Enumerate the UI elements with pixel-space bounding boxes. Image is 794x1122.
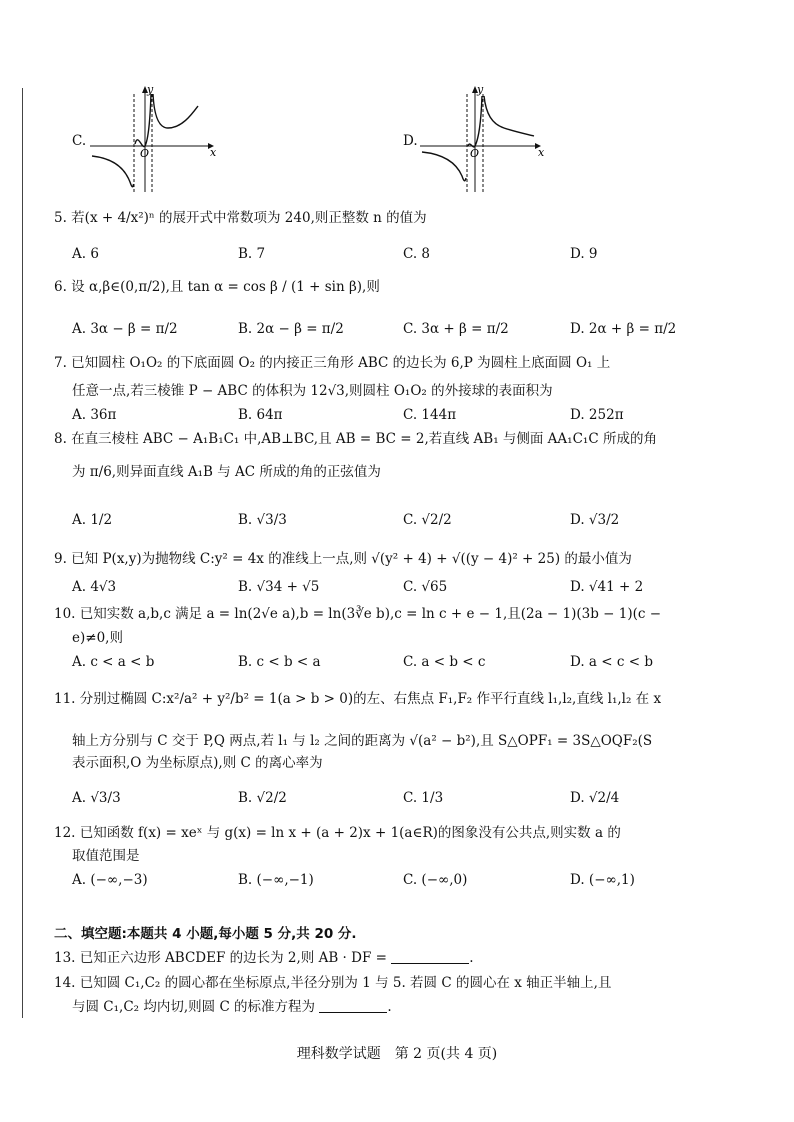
q12-option-b: B. (−∞,−1)	[238, 872, 314, 888]
question-14-stem: 14. 已知圆 C₁,C₂ 的圆心都在坐标原点,半径分别为 1 与 5. 若圆 C 的圆心在 x 轴正半轴上,且	[54, 975, 612, 991]
q10-option-b: B. c < b < a	[238, 654, 321, 670]
q5-option-c: C. 8	[403, 246, 431, 262]
question-14	[72, 996, 392, 1018]
question-12-stem-line2: 取值范围是	[72, 848, 140, 864]
question-10-stem: 10. 已知实数 a,b,c 满足 a = ln(2√e a),b = ln(3∛e b),c = ln c + e − 1,且(2a − 1)(3b − 1)(c −	[54, 606, 662, 622]
graph-c-y-axis-label: y	[147, 84, 154, 96]
graph-d-origin-label: O	[470, 147, 480, 160]
q9-option-d: D. √41 + 2	[570, 579, 644, 595]
q12-option-a: A. (−∞,−3)	[72, 872, 148, 888]
q6-option-a: A. 3α − β = π/2	[72, 321, 178, 337]
question-8-stem-line2: 为 π/6,则异面直线 A₁B 与 AC 所成的角的正弦值为	[72, 464, 381, 480]
q6-option-d: D. 2α + β = π/2	[570, 321, 677, 337]
question-11-stem-line3: 表示面积,O 为坐标原点),则 C 的离心率为	[72, 755, 323, 771]
q12-option-d: D. (−∞,1)	[570, 872, 635, 888]
graph-option-c	[90, 84, 220, 194]
graph-option-d	[420, 84, 550, 194]
q6-option-c: C. 3α + β = π/2	[403, 321, 509, 337]
question-13	[54, 947, 474, 969]
binding-margin-line	[22, 88, 23, 1018]
q5-option-b: B. 7	[238, 246, 266, 262]
q9-option-b: B. √34 + √5	[238, 579, 320, 595]
question-7-stem-line2: 任意一点,若三棱锥 P − ABC 的体积为 12√3,则圆柱 O₁O₂ 的外接球的表面积为	[72, 383, 553, 399]
q10-option-a: A. c < a < b	[72, 654, 155, 670]
q7-option-c: C. 144π	[403, 407, 457, 423]
section-2-heading: 二、填空题:本题共 4 小题,每小题 5 分,共 20 分.	[54, 926, 357, 942]
question-11-stem: 11. 分别过椭圆 C:x²/a² + y²/b² = 1(a > b > 0)的左、右焦点 F₁,F₂ 作平行直线 l₁,l₂,直线 l₁,l₂ 在 x	[54, 691, 662, 707]
q12-option-c: C. (−∞,0)	[403, 872, 468, 888]
question-13-end: .	[469, 950, 474, 966]
q9-option-a: A. 4√3	[72, 579, 117, 595]
q5-option-d: D. 9	[570, 246, 598, 262]
graph-option-d-label: D.	[403, 133, 418, 149]
graph-d-y-axis-label: y	[477, 84, 484, 96]
q7-option-a: A. 36π	[72, 407, 117, 423]
question-13-answer-blank[interactable]	[391, 949, 469, 964]
question-6-stem: 6. 设 α,β∈(0,π/2),且 tan α = cos β / (1 + sin β),则	[54, 279, 380, 295]
q10-option-d: D. a < c < b	[570, 654, 653, 670]
q9-option-c: C. √65	[403, 579, 448, 595]
question-8-stem: 8. 在直三棱柱 ABC − A₁B₁C₁ 中,AB⊥BC,且 AB = BC = 2,若直线 AB₁ 与侧面 AA₁C₁C 所成的角	[54, 431, 657, 447]
q11-option-d: D. √2/4	[570, 790, 620, 806]
graph-c-x-axis-label: x	[210, 146, 217, 159]
q11-option-b: B. √2/2	[238, 790, 287, 806]
q8-option-c: C. √2/2	[403, 512, 452, 528]
q6-option-b: B. 2α − β = π/2	[238, 321, 344, 337]
q8-option-b: B. √3/3	[238, 512, 287, 528]
question-14-answer-blank[interactable]	[319, 998, 387, 1013]
q7-option-d: D. 252π	[570, 407, 624, 423]
q11-option-c: C. 1/3	[403, 790, 444, 806]
q10-option-c: C. a < b < c	[403, 654, 486, 670]
question-9-stem: 9. 已知 P(x,y)为抛物线 C:y² = 4x 的准线上一点,则 √(y² + 4) + √((y − 4)² + 25) 的最小值为	[54, 551, 632, 567]
page-footer: 理科数学试题 第 2 页(共 4 页)	[296, 1046, 498, 1062]
question-11-stem-line2: 轴上方分别与 C 交于 P,Q 两点,若 l₁ 与 l₂ 之间的距离为 √(a² − b²),且 S△OPF₁ = 3S△OQF₂(S	[72, 733, 653, 749]
q11-option-a: A. √3/3	[72, 790, 121, 806]
question-5-stem: 5. 若(x + 4/x²)ⁿ 的展开式中常数项为 240,则正整数 n 的值为	[54, 210, 427, 226]
graph-c-origin-label: O	[140, 147, 150, 160]
question-12-stem: 12. 已知函数 f(x) = xeˣ 与 g(x) = ln x + (a + 2)x + 1(a∈R)的图象没有公共点,则实数 a 的	[54, 825, 621, 841]
question-14-stem-line2: 与圆 C₁,C₂ 均内切,则圆 C 的标准方程为	[72, 999, 316, 1015]
question-10-stem-line2: e)≠0,则	[72, 630, 123, 646]
graph-d-x-axis-label: x	[538, 146, 545, 159]
question-14-end: .	[387, 999, 392, 1015]
q8-option-a: A. 1/2	[72, 512, 113, 528]
q8-option-d: D. √3/2	[570, 512, 620, 528]
q5-option-a: A. 6	[72, 246, 99, 262]
q7-option-b: B. 64π	[238, 407, 283, 423]
question-13-stem: 13. 已知正六边形 ABCDEF 的边长为 2,则 AB · DF =	[54, 950, 387, 966]
graph-option-c-label: C.	[72, 133, 87, 149]
question-7-stem: 7. 已知圆柱 O₁O₂ 的下底面圆 O₂ 的内接正三角形 ABC 的边长为 6,P 为圆柱上底面圆 O₁ 上	[54, 355, 611, 371]
